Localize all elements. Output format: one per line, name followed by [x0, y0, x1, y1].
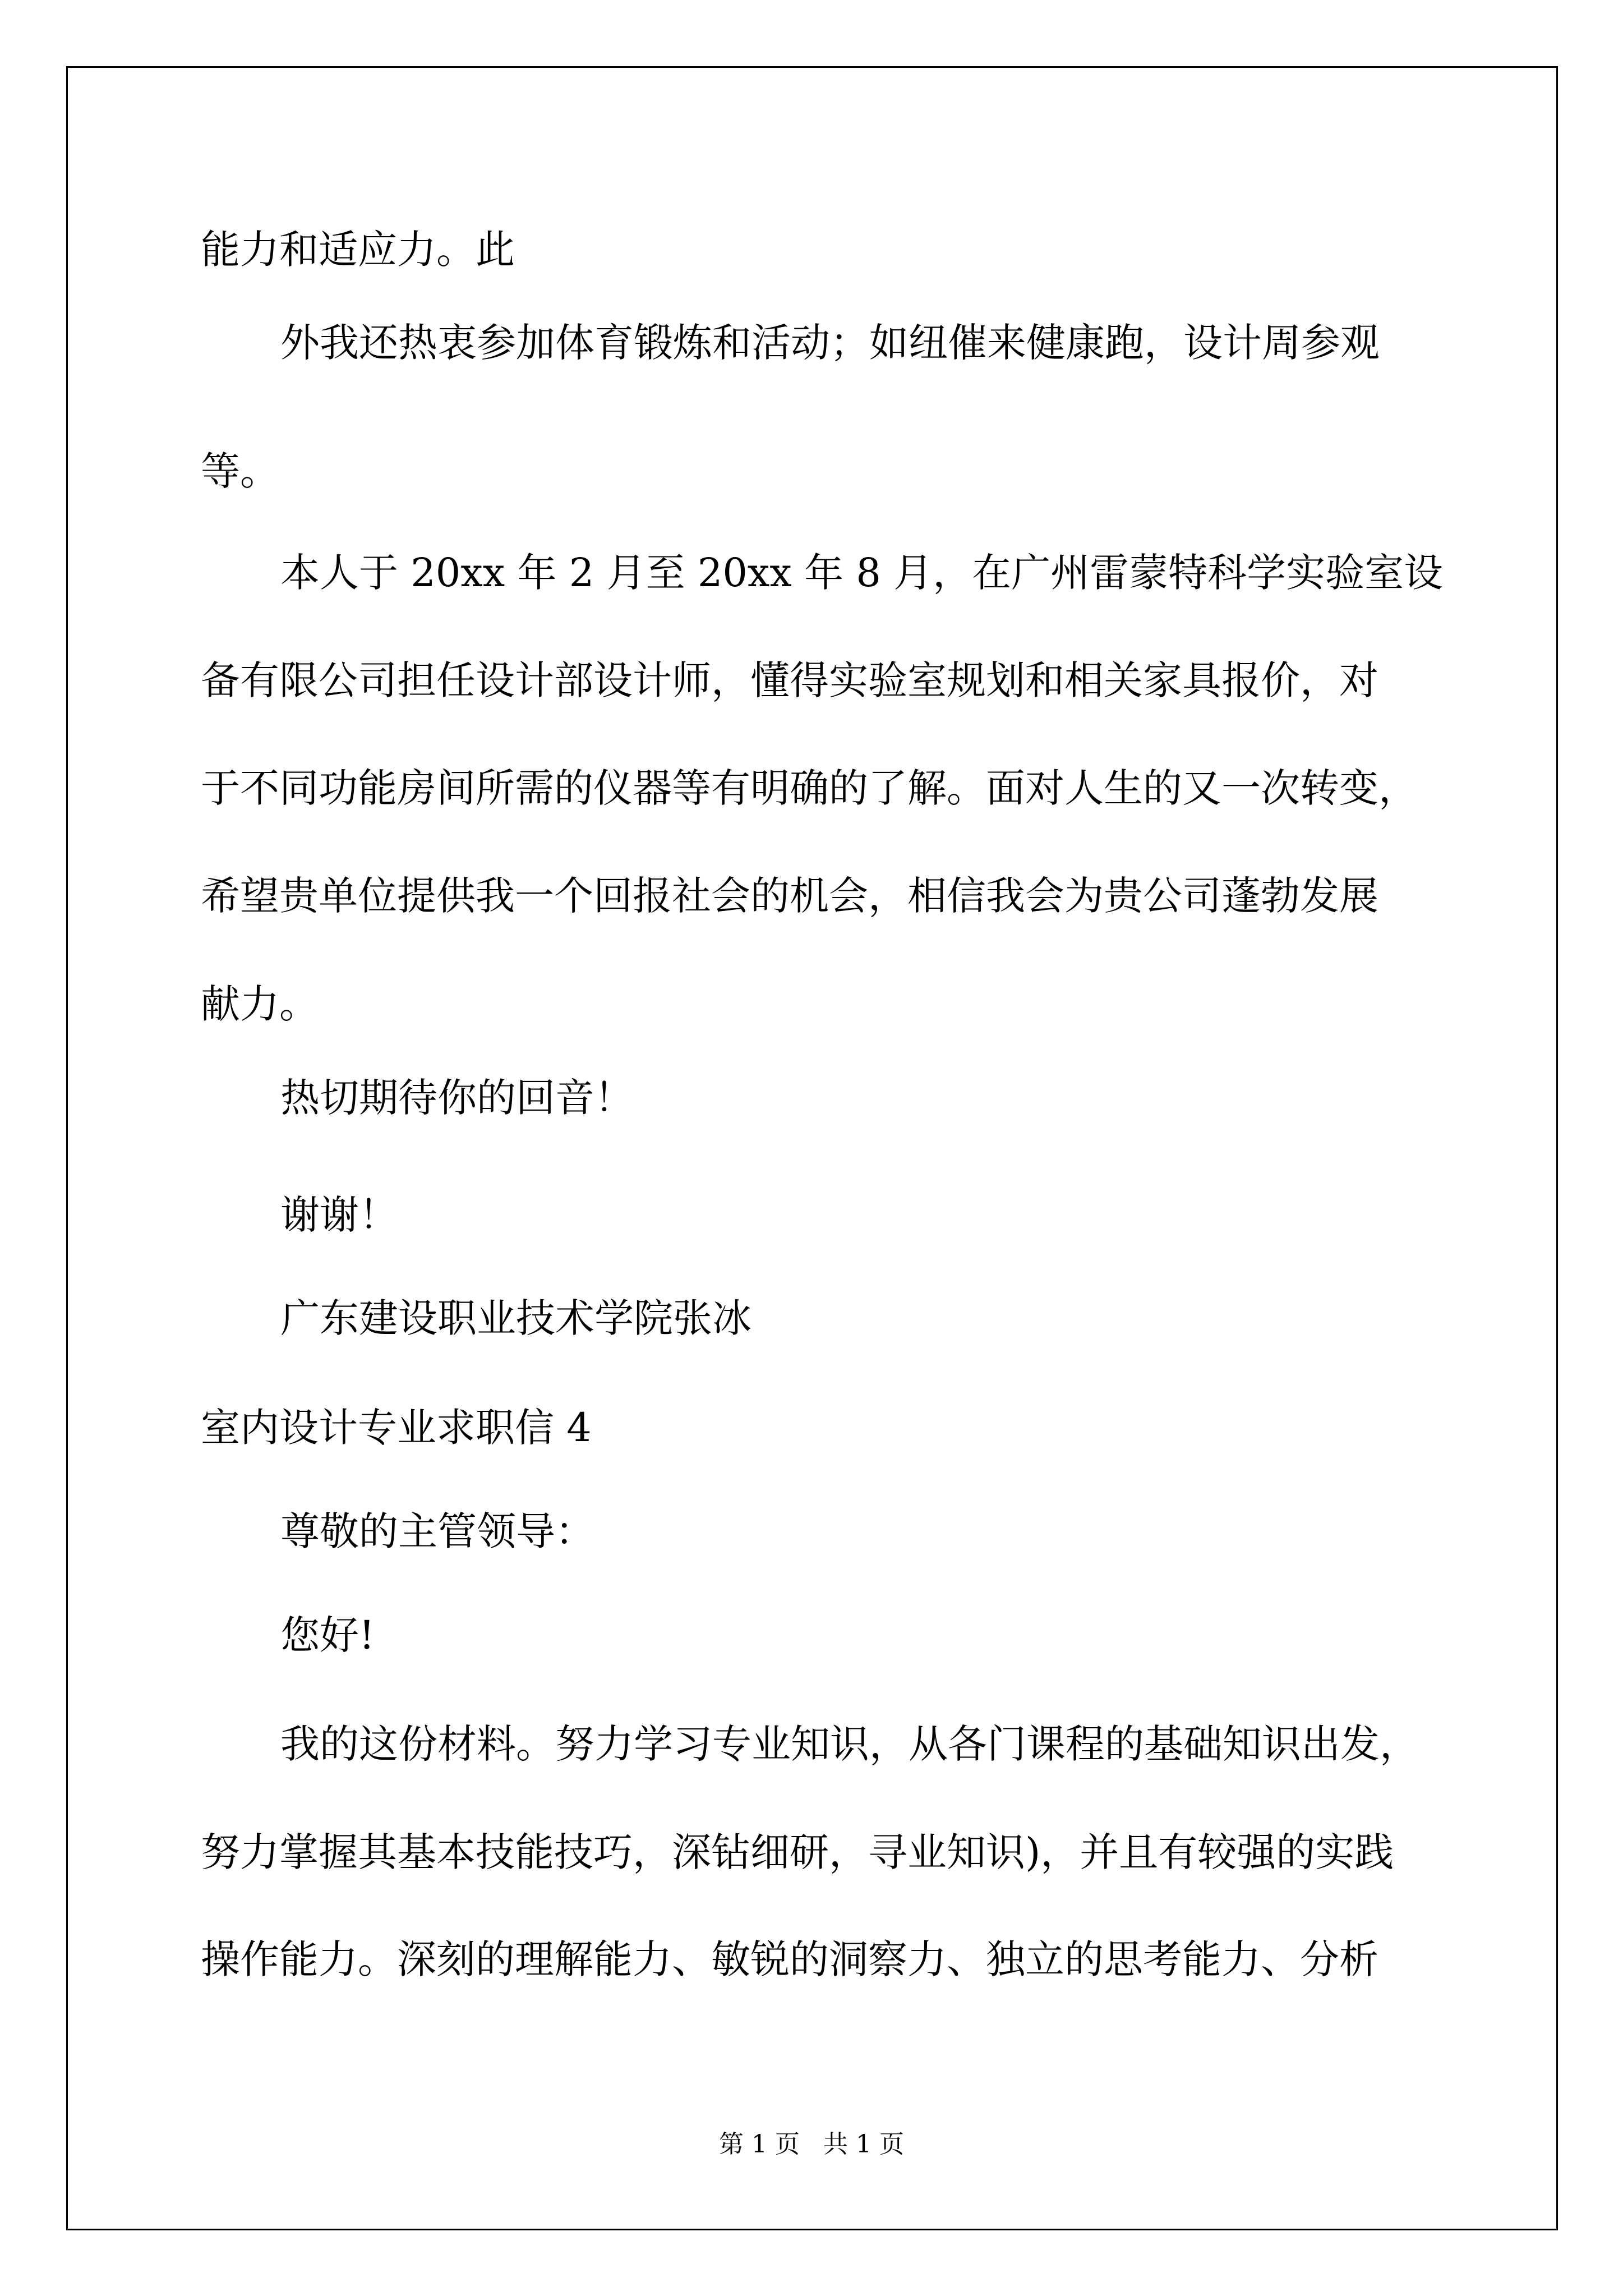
- text-line: 操作能力。深刻的理解能力、敏锐的洞察力、独立的思考能力、分析: [201, 1936, 1378, 1982]
- text-line: 您好!: [280, 1612, 375, 1658]
- text-line: 谢谢！: [280, 1192, 398, 1238]
- text-line: 外我还热衷参加体育锻炼和活动；如纽催来健康跑，设计周参观: [280, 320, 1380, 366]
- text-line: 希望贵单位提供我一个回报社会的机会，相信我会为贵公司蓬勃发展: [201, 873, 1378, 919]
- text-line: 努力掌握其基本技能技巧，深钻细研，寻业知识)，并且有较强的实践: [201, 1829, 1394, 1875]
- text-line: 我的这份材料。努力学习专业知识，从各门课程的基础知识出发，: [280, 1721, 1419, 1767]
- page-footer: 第 1 页 共 1 页: [719, 2130, 904, 2159]
- text-line: 尊敬的主管领导：: [280, 1508, 594, 1554]
- text-line: 备有限公司担任设计部设计师，懂得实验室规划和相关家具报价，对: [201, 657, 1378, 703]
- text-line: 献力。: [201, 981, 319, 1027]
- section-heading: 室内设计专业求职信 4: [201, 1405, 592, 1451]
- page-border: [66, 66, 1558, 2230]
- text-line: 本人于 20xx 年 2 月至 20xx 年 8 月，在广州雷蒙特科学实验室设: [280, 550, 1444, 596]
- text-line: 热切期待你的回音！: [280, 1075, 634, 1121]
- text-line: 能力和适应力。此: [201, 227, 515, 273]
- text-line: 广东建设职业技术学院张冰: [280, 1295, 751, 1341]
- text-line: 于不同功能房间所需的仪器等有明确的了解。面对人生的又一次转变，: [201, 765, 1418, 811]
- text-line: 等。: [201, 448, 279, 494]
